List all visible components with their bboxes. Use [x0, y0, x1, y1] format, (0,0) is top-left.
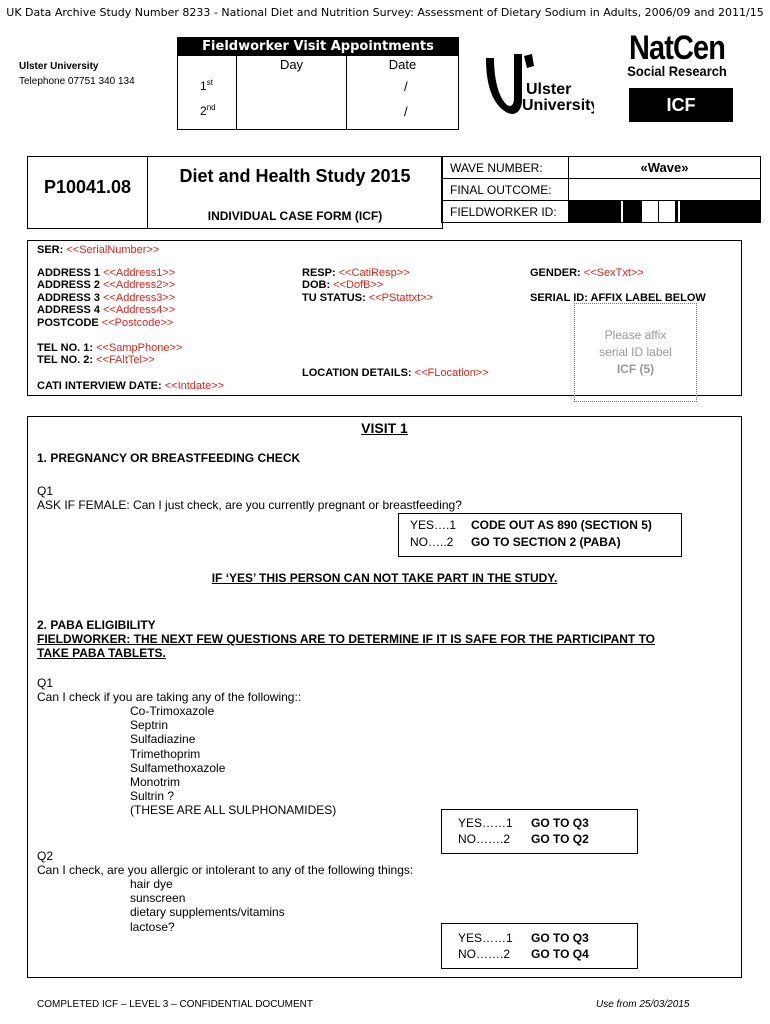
s1-no-code[interactable]: NO…..2	[410, 535, 454, 549]
s2-q1-no-action: GO TO Q2	[531, 832, 589, 846]
date-column-header: Date	[388, 57, 417, 72]
postcode-field: POSTCODE <<Postcode>>	[37, 317, 174, 329]
location-details-field: LOCATION DETAILS: <<FLocation>>	[302, 367, 489, 379]
s2-q2-answer-box	[441, 923, 638, 969]
affix-line-3: ICF (5)	[616, 362, 655, 376]
appointment-row-2-date[interactable]: /	[404, 104, 408, 119]
list-item: Co-Trimoxazole	[130, 704, 215, 718]
section-1-title: 1. PREGNANCY OR BREASTFEEDING CHECK	[37, 451, 301, 465]
s1-q1-label: Q1	[37, 484, 54, 498]
s1-yes-action: CODE OUT AS 890 (SECTION 5)	[471, 518, 652, 532]
affix-line-1: Please affix	[604, 328, 667, 342]
appointment-row-1-label: 1st	[200, 78, 213, 93]
study-title: Diet and Health Study 2015	[179, 166, 411, 186]
document-header-line: UK Data Archive Study Number 8233 - National Diet and Nutrition Survey: Assessment of Dietary Sodium in Adults, 2006/09 and 2011/15	[6, 6, 764, 19]
footer-use-from-date: Use from 25/03/2015	[596, 999, 690, 1010]
ulster-logo-mark-icon	[484, 50, 594, 120]
serial-id-label: SERIAL ID: AFFIX LABEL BELOW	[530, 292, 706, 304]
s2-instruction-line-1: FIELDWORKER: THE NEXT FEW QUESTIONS ARE TO DETERMINE IF IT IS SAFE FOR THE PARTICIPANT TO	[37, 632, 656, 646]
wave-number-label: WAVE NUMBER:	[442, 157, 569, 179]
s2-q1-drug-list	[130, 704, 336, 818]
org-name: Ulster University	[19, 61, 99, 72]
list-item: hair dye	[130, 877, 173, 891]
s2-q2-text: Can I check, are you allergic or intolerant to any of the following things:	[37, 863, 414, 877]
s1-yes-code[interactable]: YES….1	[410, 518, 457, 532]
icf-badge: ICF	[629, 88, 733, 122]
s2-q1-yes-action: GO TO Q3	[531, 816, 589, 830]
s2-q2-label: Q2	[37, 849, 54, 863]
s2-instruction-line-2: TAKE PABA TABLETS.	[37, 646, 166, 660]
serial-number: P10041.08	[43, 177, 132, 197]
tel2-field: TEL NO. 2: <<FAltTel>>	[37, 354, 155, 366]
s1-q1-answer-box	[398, 513, 682, 557]
s2-q2-yes-action: GO TO Q3	[531, 931, 589, 945]
address4-field: ADDRESS 4 <<Address4>>	[37, 304, 176, 316]
svg-text:University: University	[522, 97, 594, 114]
cati-date-field: CATI INTERVIEW DATE: <<Intdate>>	[37, 380, 225, 392]
final-outcome-label: FINAL OUTCOME:	[442, 179, 569, 201]
s2-q1-answer-box	[441, 809, 638, 854]
org-phone: Telephone 07751 340 134	[19, 76, 135, 87]
tel1-field: TEL NO. 1: <<SampPhone>>	[37, 342, 183, 354]
list-item: Trimethoprim	[130, 746, 201, 761]
day-column-header: Day	[279, 57, 304, 72]
s2-q2-allergy-list	[130, 877, 285, 934]
section-2-title: 2. PABA ELIGIBILITY	[37, 618, 156, 632]
list-item: (THESE ARE ALL SULPHONAMIDES)	[130, 803, 337, 818]
list-item: Sulfadiazine	[130, 732, 196, 747]
list-item: sunscreen	[130, 891, 186, 906]
address3-field: ADDRESS 3 <<Address3>>	[37, 292, 176, 304]
s2-q1-text: Can I check if you are taking any of the following::	[37, 690, 302, 704]
serial-id-affix-area[interactable]	[574, 303, 697, 402]
ulster-university-logo	[484, 50, 594, 120]
svg-text:Ulster: Ulster	[526, 81, 572, 98]
resp-field: RESP: <<CatiResp>>	[302, 267, 410, 279]
s2-q2-no-code[interactable]: NO…….2	[458, 947, 511, 961]
s2-q1-no-code[interactable]: NO…….2	[458, 832, 511, 846]
address2-field: ADDRESS 2 <<Address2>>	[37, 279, 176, 291]
list-item: Sultrin ?	[130, 789, 175, 804]
address1-field: ADDRESS 1 <<Address1>>	[37, 267, 176, 279]
s1-q1-text: ASK IF FEMALE: Can I just check, are you currently pregnant or breastfeeding?	[37, 498, 462, 512]
visit-title: VISIT 1	[361, 420, 408, 436]
list-item: dietary supplements/vitamins	[130, 905, 285, 920]
appointments-title: Fieldworker Visit Appointments	[178, 38, 458, 56]
s2-q2-yes-code[interactable]: YES……1	[458, 931, 513, 945]
s2-q2-no-action: GO TO Q4	[531, 947, 589, 961]
appointment-row-2-label: 2nd	[200, 103, 216, 118]
final-outcome-field[interactable]	[569, 179, 761, 201]
ser-field: SER: <<SerialNumber>>	[37, 244, 160, 256]
address-block	[27, 240, 742, 396]
appointment-row-1-date[interactable]: /	[404, 79, 408, 94]
fieldworker-id-field[interactable]	[569, 201, 761, 223]
visit-1-section	[27, 416, 742, 978]
footer-confidentiality-note: COMPLETED ICF – LEVEL 3 – CONFIDENTIAL DOCUMENT	[37, 999, 313, 1010]
s2-q1-label: Q1	[37, 676, 54, 690]
appointments-table	[177, 37, 459, 130]
natcen-logo-title: NatCen	[628, 29, 726, 67]
natcen-logo-subtitle: Social Research	[627, 63, 727, 79]
natcen-logo	[617, 30, 737, 80]
tu-status-field: TU STATUS: <<PStattxt>>	[302, 292, 434, 304]
s2-q1-yes-code[interactable]: YES……1	[458, 816, 513, 830]
list-item: Sulfamethoxazole	[130, 760, 226, 775]
wave-info-table	[441, 156, 761, 223]
fieldworker-id-label: FIELDWORKER ID:	[442, 201, 569, 223]
list-item: lactose?	[130, 919, 175, 934]
affix-line-2: serial ID label	[599, 345, 672, 359]
dob-field: DOB: <<DofB>>	[302, 279, 384, 291]
s1-no-action: GO TO SECTION 2 (PABA)	[471, 535, 621, 549]
s1-exclusion-note: IF ‘YES’ THIS PERSON CAN NOT TAKE PART IN THE STUDY.	[211, 571, 558, 585]
case-form-title: INDIVIDUAL CASE FORM (ICF)	[207, 209, 383, 223]
list-item: Septrin	[130, 718, 169, 733]
gender-field: GENDER: <<SexTxt>>	[530, 267, 644, 279]
list-item: Monotrim	[130, 775, 181, 790]
study-header-box	[27, 156, 443, 229]
wave-number-value[interactable]: «Wave»	[569, 157, 761, 179]
